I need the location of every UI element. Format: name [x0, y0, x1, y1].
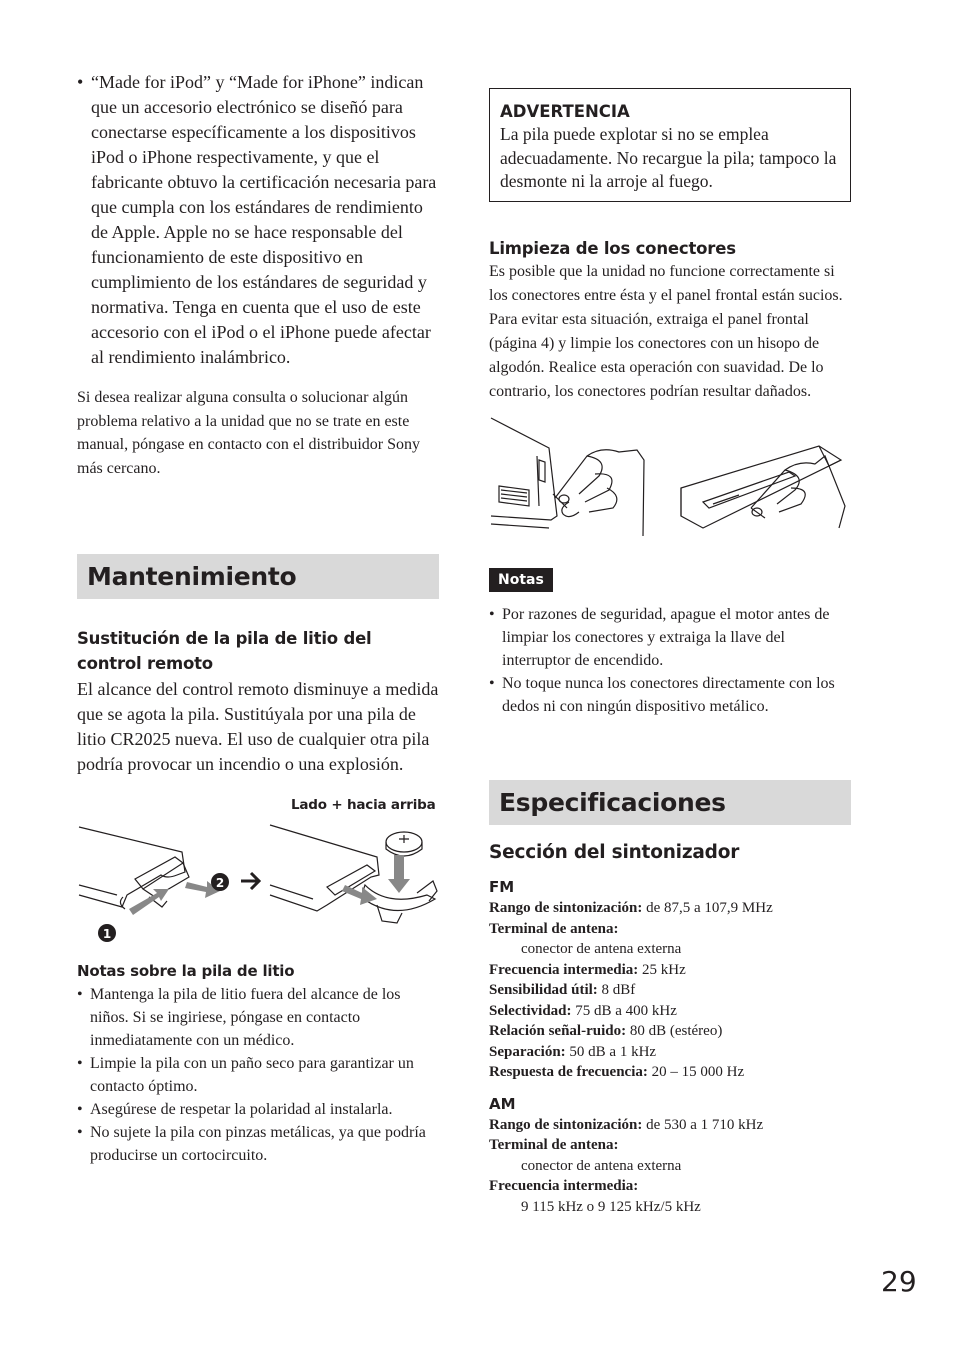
list-item: • Mantenga la pila de litio fuera del alcance de los niños. Si se ingiriese, póngase en contacto inmediatamente con un médico.	[77, 983, 439, 1052]
list-item: • No sujete la pila con pinzas metálicas, ya que podría producirse un cortocircuito.	[77, 1121, 439, 1167]
spec-row	[489, 1021, 851, 1042]
spec-label: Terminal de antena:	[489, 920, 619, 937]
spec-row	[489, 1197, 851, 1218]
left-column	[77, 70, 439, 1167]
spec-row	[489, 1115, 851, 1136]
spec-label: Frecuencia intermedia:	[489, 1178, 639, 1194]
spec-value: 8 dBf	[597, 982, 636, 998]
spec-row	[489, 1135, 851, 1156]
spec-label: Respuesta de frecuencia:	[489, 1064, 648, 1080]
spec-value: conector de antena externa	[521, 1157, 682, 1174]
spec-value: 75 dB a 400 kHz	[571, 1002, 677, 1019]
spec-value: conector de antena externa	[521, 941, 682, 957]
spec-row	[489, 919, 851, 940]
spec-row	[489, 898, 851, 919]
spec-value: 9 115 kHz o 9 125 kHz/5 kHz	[521, 1198, 701, 1215]
fm-specs	[489, 898, 851, 1083]
spec-row	[489, 1001, 851, 1022]
step-1-marker: 1	[102, 927, 112, 941]
right-column	[489, 88, 851, 1217]
spec-value: 25 kHz	[638, 961, 686, 978]
warning-title: ADVERTENCIA	[500, 102, 630, 121]
spec-label: Frecuencia intermedia:	[489, 961, 639, 978]
maintenance-title-text: Mantenimiento	[87, 562, 297, 591]
spec-row	[489, 1042, 851, 1063]
spec-row	[489, 939, 851, 960]
spec-label: Selectividad:	[489, 1002, 572, 1019]
cleaning-notes-list	[489, 603, 851, 718]
spec-value: de 530 a 1 710 kHz	[642, 1116, 764, 1133]
battery-notes-list	[77, 983, 439, 1167]
spec-label: Rango de sintonización:	[489, 1116, 643, 1133]
am-label: AM	[489, 1094, 516, 1113]
notes-badge: Notas	[489, 568, 553, 592]
battery-heading: Sustitución de la pila de litio del control remoto	[77, 629, 372, 673]
battery-paragraph: El alcance del control remoto disminuye a medida que se agota la pila. Sustitúyala por una pila de litio CR2025 nueva. El uso de cualquier otra pila podría provocar un incendio o una explosión.	[77, 679, 439, 774]
warning-text: La pila puede explotar si no se emplea adecuadamente. No recargue la pila; tampoco la desmonte ni la arroje al fuego.	[500, 124, 837, 191]
list-item: • Asegúrese de respetar la polaridad al instalarla.	[77, 1098, 439, 1121]
spec-row	[489, 1176, 851, 1197]
specs-section-title	[489, 780, 851, 825]
battery-figure-label: Lado + hacia arriba	[291, 797, 436, 813]
spec-value: de 87,5 a 107,9 MHz	[642, 900, 773, 916]
list-item: • Por razones de seguridad, apague el motor antes de limpiar los conectores y extraiga la llave del interruptor de encendido.	[489, 603, 851, 672]
am-specs	[489, 1115, 851, 1218]
page-number: 29	[881, 1265, 917, 1298]
spec-row	[489, 960, 851, 981]
connector-cleaning-illustration	[489, 416, 851, 536]
spec-label: Sensibilidad útil:	[489, 982, 598, 998]
cleaning-heading: Limpieza de los conectores	[489, 239, 736, 258]
list-item: • No toque nunca los conectores directamente con los dedos ni con ningún dispositivo metálico.	[489, 672, 851, 718]
spec-value: 20 – 15 000 Hz	[647, 1064, 745, 1080]
spec-label: Separación:	[489, 1043, 566, 1060]
battery-illustration	[77, 797, 439, 942]
spec-row	[489, 980, 851, 1001]
spec-label: Relación señal-ruido:	[489, 1023, 627, 1039]
battery-notes-heading: Notas sobre la pila de litio	[77, 962, 295, 980]
spec-value: 80 dB (estéreo)	[626, 1023, 723, 1039]
maintenance-section-title	[77, 554, 439, 599]
tuner-heading: Sección del sintonizador	[489, 842, 740, 863]
spec-label: Terminal de antena:	[489, 1137, 619, 1153]
spec-value: 50 dB a 1 kHz	[565, 1043, 657, 1060]
spec-row	[489, 1156, 851, 1177]
cleaning-figure	[489, 416, 851, 536]
contact-paragraph: Si desea realizar alguna consulta o solucionar algún problema relativo a la unidad que no se trate en este manual, póngase en contacto con el distribuidor Sony más cercano.	[77, 389, 421, 477]
specs-title-text: Especificaciones	[499, 788, 726, 817]
spec-row	[489, 1062, 851, 1083]
list-item: • Limpie la pila con un paño seco para garantizar un contacto óptimo.	[77, 1052, 439, 1098]
ipod-disclaimer: • “Made for iPod” y “Made for iPhone” indican que un accesorio electrónico se diseñó para conectarse específicamente a los dispositivos iPod o iPhone respectivamente, y que el fabricante obtuvo la certificación necesaria para que cumpla con los estándares de rendimiento de Apple. Apple no se hace responsable del funcionamiento de este dispositivo en cumplimiento de los estándares de seguridad y normativa. Tenga en cuenta que el uso de este accesorio con el iPod o el iPhone puede afectar al rendimiento inalámbrico.	[77, 70, 439, 370]
fm-label: FM	[489, 878, 515, 896]
battery-figure	[77, 797, 439, 942]
notes-badge-wrap	[489, 568, 851, 592]
step-2-marker: 2	[215, 876, 225, 890]
spec-label: Rango de sintonización:	[489, 900, 643, 916]
cleaning-paragraph: Es posible que la unidad no funcione correctamente si los conectores entre ésta y el panel frontal están sucios. Para evitar esta situación, extraiga el panel frontal (página 4) y limpie los conectores con un hisopo de algodón. Realice esta operación con suavidad. De lo contrario, los conectores podrían resultar dañados.	[489, 263, 843, 400]
warning-box	[489, 88, 851, 202]
